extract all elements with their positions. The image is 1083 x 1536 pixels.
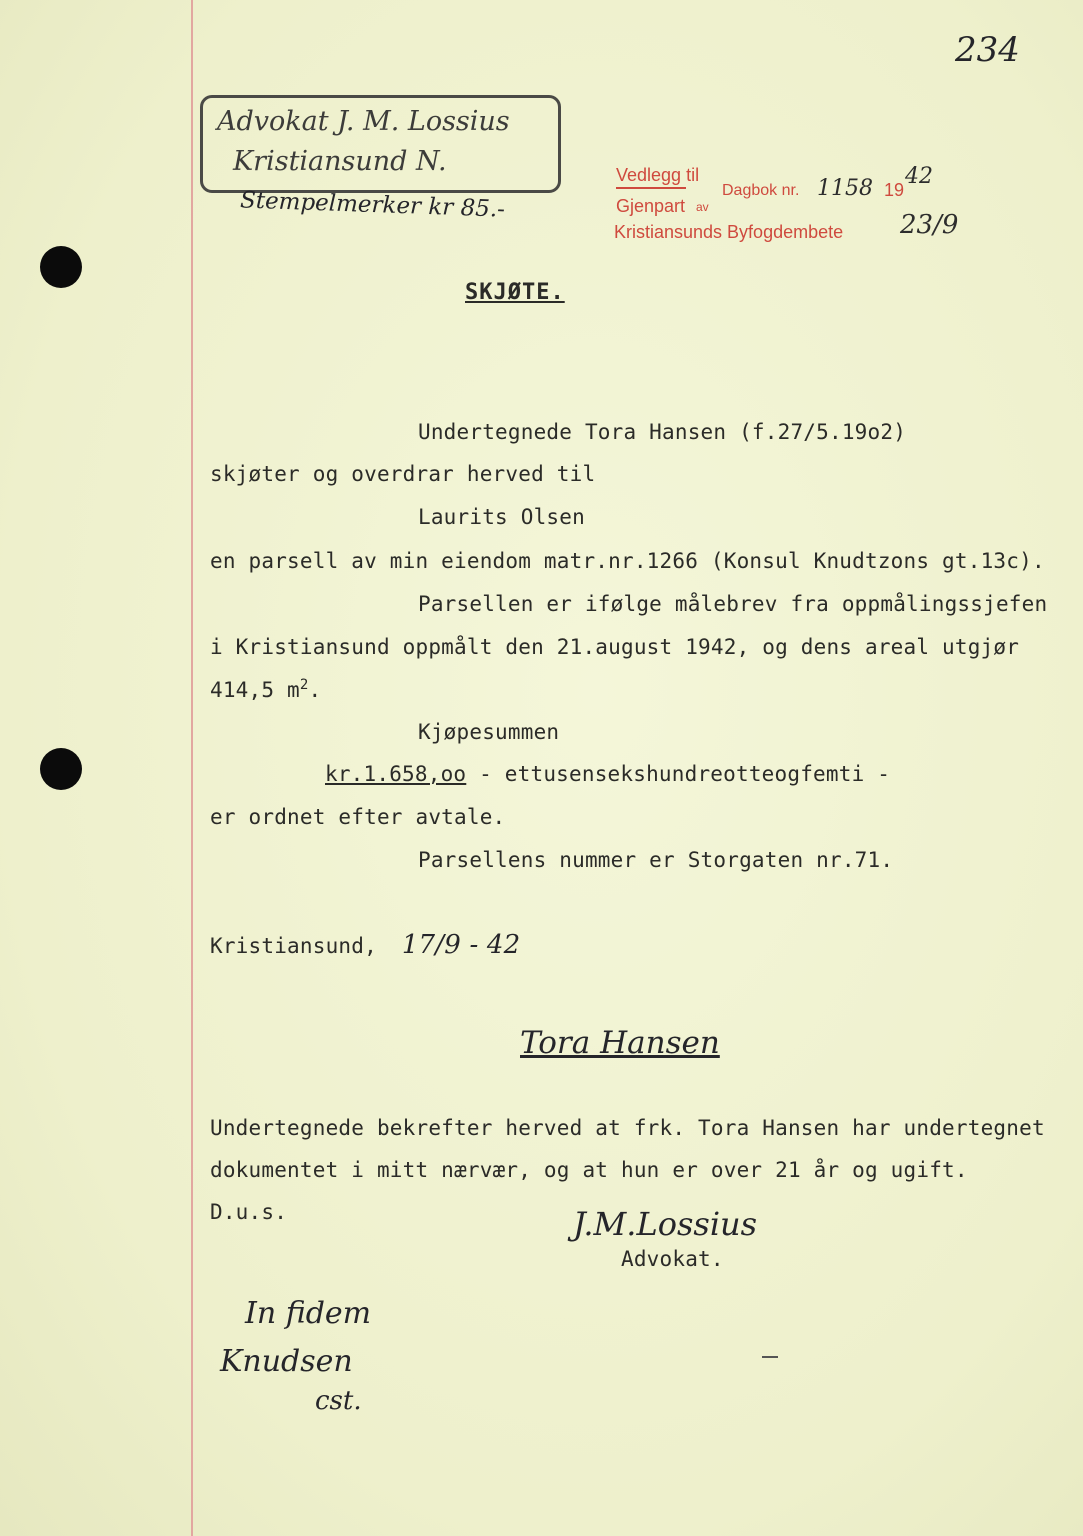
- certification-signature: [220, 1290, 372, 1417]
- body-line-amount: [325, 762, 890, 786]
- stamp-duty-note: Stempelmerker kr 85.-: [239, 187, 506, 223]
- court-stamp-dagbok: Dagbok nr.: [722, 182, 800, 199]
- body-line: Kjøpesummen: [418, 720, 560, 744]
- court-stamp-court: Kristiansunds Byfogdembete: [614, 222, 844, 242]
- certifier-title: cst.: [315, 1386, 362, 1416]
- court-stamp-vedlegg: Vedlegg til: [616, 165, 700, 185]
- court-stamp: [612, 160, 972, 255]
- handwritten-date: 17/9 - 42: [401, 930, 521, 960]
- witness-line: Undertegnede bekrefter herved at frk. Tora Hansen har undertegnet: [210, 1116, 1045, 1140]
- seller-signature: Tora Hansen: [520, 1025, 720, 1061]
- purchase-amount: kr.1.658,oo: [325, 762, 467, 786]
- punch-hole: [40, 748, 82, 790]
- place-line: [210, 930, 520, 960]
- stray-dash-mark: [762, 1356, 778, 1358]
- advokat-title: Advokat.: [621, 1247, 724, 1271]
- court-stamp-year-prefix: 19: [884, 180, 905, 200]
- court-stamp-gjenpart: Gjenpart: [616, 196, 686, 216]
- court-stamp-underline: [616, 187, 686, 189]
- in-fidem: In fidem: [245, 1296, 372, 1331]
- area-exponent: 2: [299, 677, 309, 693]
- lawyer-stamp-line2: Kristiansund N.: [233, 146, 447, 177]
- area-period: .: [308, 678, 322, 702]
- body-line: er ordnet efter avtale.: [210, 805, 506, 829]
- lawyer-stamp: [200, 95, 561, 193]
- witness-line: dokumentet i mitt nærvær, og at hun er over 21 år og ugift.: [210, 1158, 968, 1182]
- purchase-amount-words: - ettusensekshundreotteogfemti -: [466, 762, 891, 786]
- court-stamp-year-suffix: 42: [905, 164, 933, 189]
- court-stamp-dagbok-number: 1158: [817, 176, 873, 201]
- page-number: 234: [955, 30, 1020, 70]
- witness-closing: D.u.s.: [210, 1200, 288, 1224]
- area-value: 414,5 m: [210, 678, 300, 702]
- body-line-area: [210, 677, 321, 702]
- body-line: en parsell av min eiendom matr.nr.1266 (Konsul Knudtzons gt.13c).: [210, 549, 1045, 573]
- body-line: Parsellens nummer er Storgaten nr.71.: [418, 848, 894, 872]
- advokat-signature: J.M.Lossius: [573, 1205, 758, 1243]
- body-line: i Kristiansund oppmålt den 21.august 1942, og dens areal utgjør: [210, 635, 1020, 659]
- court-stamp-date: 23/9: [900, 210, 959, 240]
- document-title: SKJØTE.: [465, 280, 565, 305]
- lawyer-stamp-line1: Advokat J. M. Lossius: [217, 106, 510, 137]
- body-line: skjøter og overdrar herved til: [210, 462, 596, 486]
- certifier-name: Knudsen: [220, 1344, 353, 1379]
- punch-hole: [40, 246, 82, 288]
- court-stamp-av: av: [696, 200, 709, 214]
- body-line: Undertegnede Tora Hansen (f.27/5.19o2): [418, 420, 907, 444]
- body-line: Laurits Olsen: [418, 505, 585, 529]
- body-line: Parsellen er ifølge målebrev fra oppmålingssjefen: [418, 592, 1048, 616]
- margin-line: [191, 0, 193, 1536]
- place: Kristiansund,: [210, 934, 377, 958]
